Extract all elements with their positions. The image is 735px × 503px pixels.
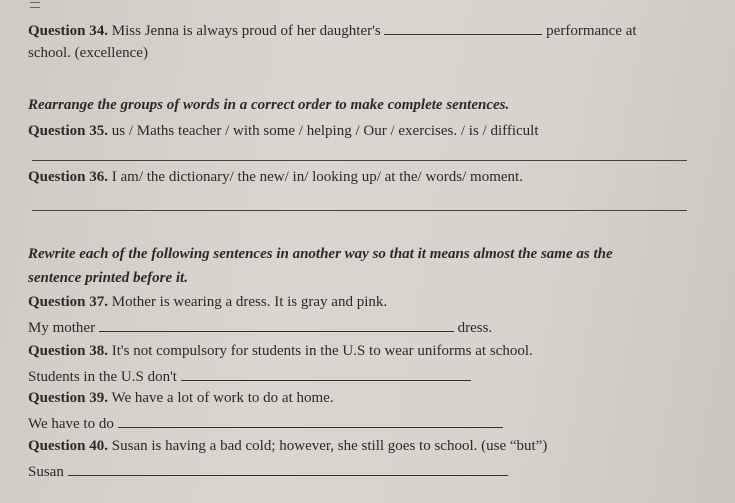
question-34-blank[interactable] (384, 20, 542, 35)
question-39 (28, 389, 334, 407)
question-39-text: We have a lot of work to do at home. (111, 390, 334, 406)
question-40-prompt: Susan (28, 464, 64, 480)
question-34-label: Question 34. (28, 23, 109, 39)
question-38-text: It's not compulsory for students in the U.S to wear uniforms at school. (111, 343, 533, 359)
question-40-label: Question 40. (28, 438, 109, 454)
question-39-label: Question 39. (28, 390, 109, 406)
question-38 (28, 342, 533, 360)
question-36 (28, 168, 523, 186)
question-34 (28, 20, 637, 40)
question-38-blank[interactable] (181, 366, 471, 381)
question-37-end: dress. (457, 320, 493, 336)
section-rewrite-instructions-line1: Rewrite each of the following sentences in another way so that it means almost the same as the (28, 246, 613, 262)
question-38-label: Question 38. (28, 343, 109, 359)
question-35 (28, 122, 539, 140)
question-39-answer (28, 413, 503, 433)
question-37-label: Question 37. (28, 294, 109, 310)
question-37-answer (28, 317, 492, 337)
question-34-text-after: performance at (546, 23, 637, 39)
question-38-prompt: Students in the U.S don't (28, 369, 177, 385)
question-36-answer-line[interactable] (32, 210, 687, 211)
question-40-answer (28, 461, 508, 481)
question-35-text: us / Maths teacher / with some / helping / Our / exercises. / is / difficult (111, 123, 539, 139)
question-36-label: Question 36. (28, 169, 109, 185)
question-37 (28, 293, 387, 311)
question-40-text: Susan is having a bad cold; however, she still goes to school. (use “but”) (111, 438, 548, 454)
section-rearrange-instructions: Rearrange the groups of words in a correct order to make complete sentences. (28, 97, 510, 113)
question-37-blank[interactable] (99, 317, 454, 332)
question-40-blank[interactable] (68, 461, 508, 476)
question-36-text: I am/ the dictionary/ the new/ in/ looking up/ at the/ words/ moment. (111, 169, 523, 185)
section-rewrite-instructions-line2: sentence printed before it. (28, 270, 188, 286)
question-39-blank[interactable] (118, 413, 503, 428)
question-37-prompt: My mother (28, 320, 96, 336)
question-35-answer-line[interactable] (32, 160, 687, 161)
question-34-line2: school. (excellence) (28, 45, 148, 61)
question-40 (28, 437, 547, 455)
question-34-text: Miss Jenna is always proud of her daughter's (111, 23, 381, 39)
question-39-prompt: We have to do (28, 416, 114, 432)
top-edge-mark (30, 2, 40, 8)
question-37-text: Mother is wearing a dress. It is gray and pink. (111, 294, 388, 310)
question-35-label: Question 35. (28, 123, 109, 139)
question-38-answer (28, 366, 471, 386)
